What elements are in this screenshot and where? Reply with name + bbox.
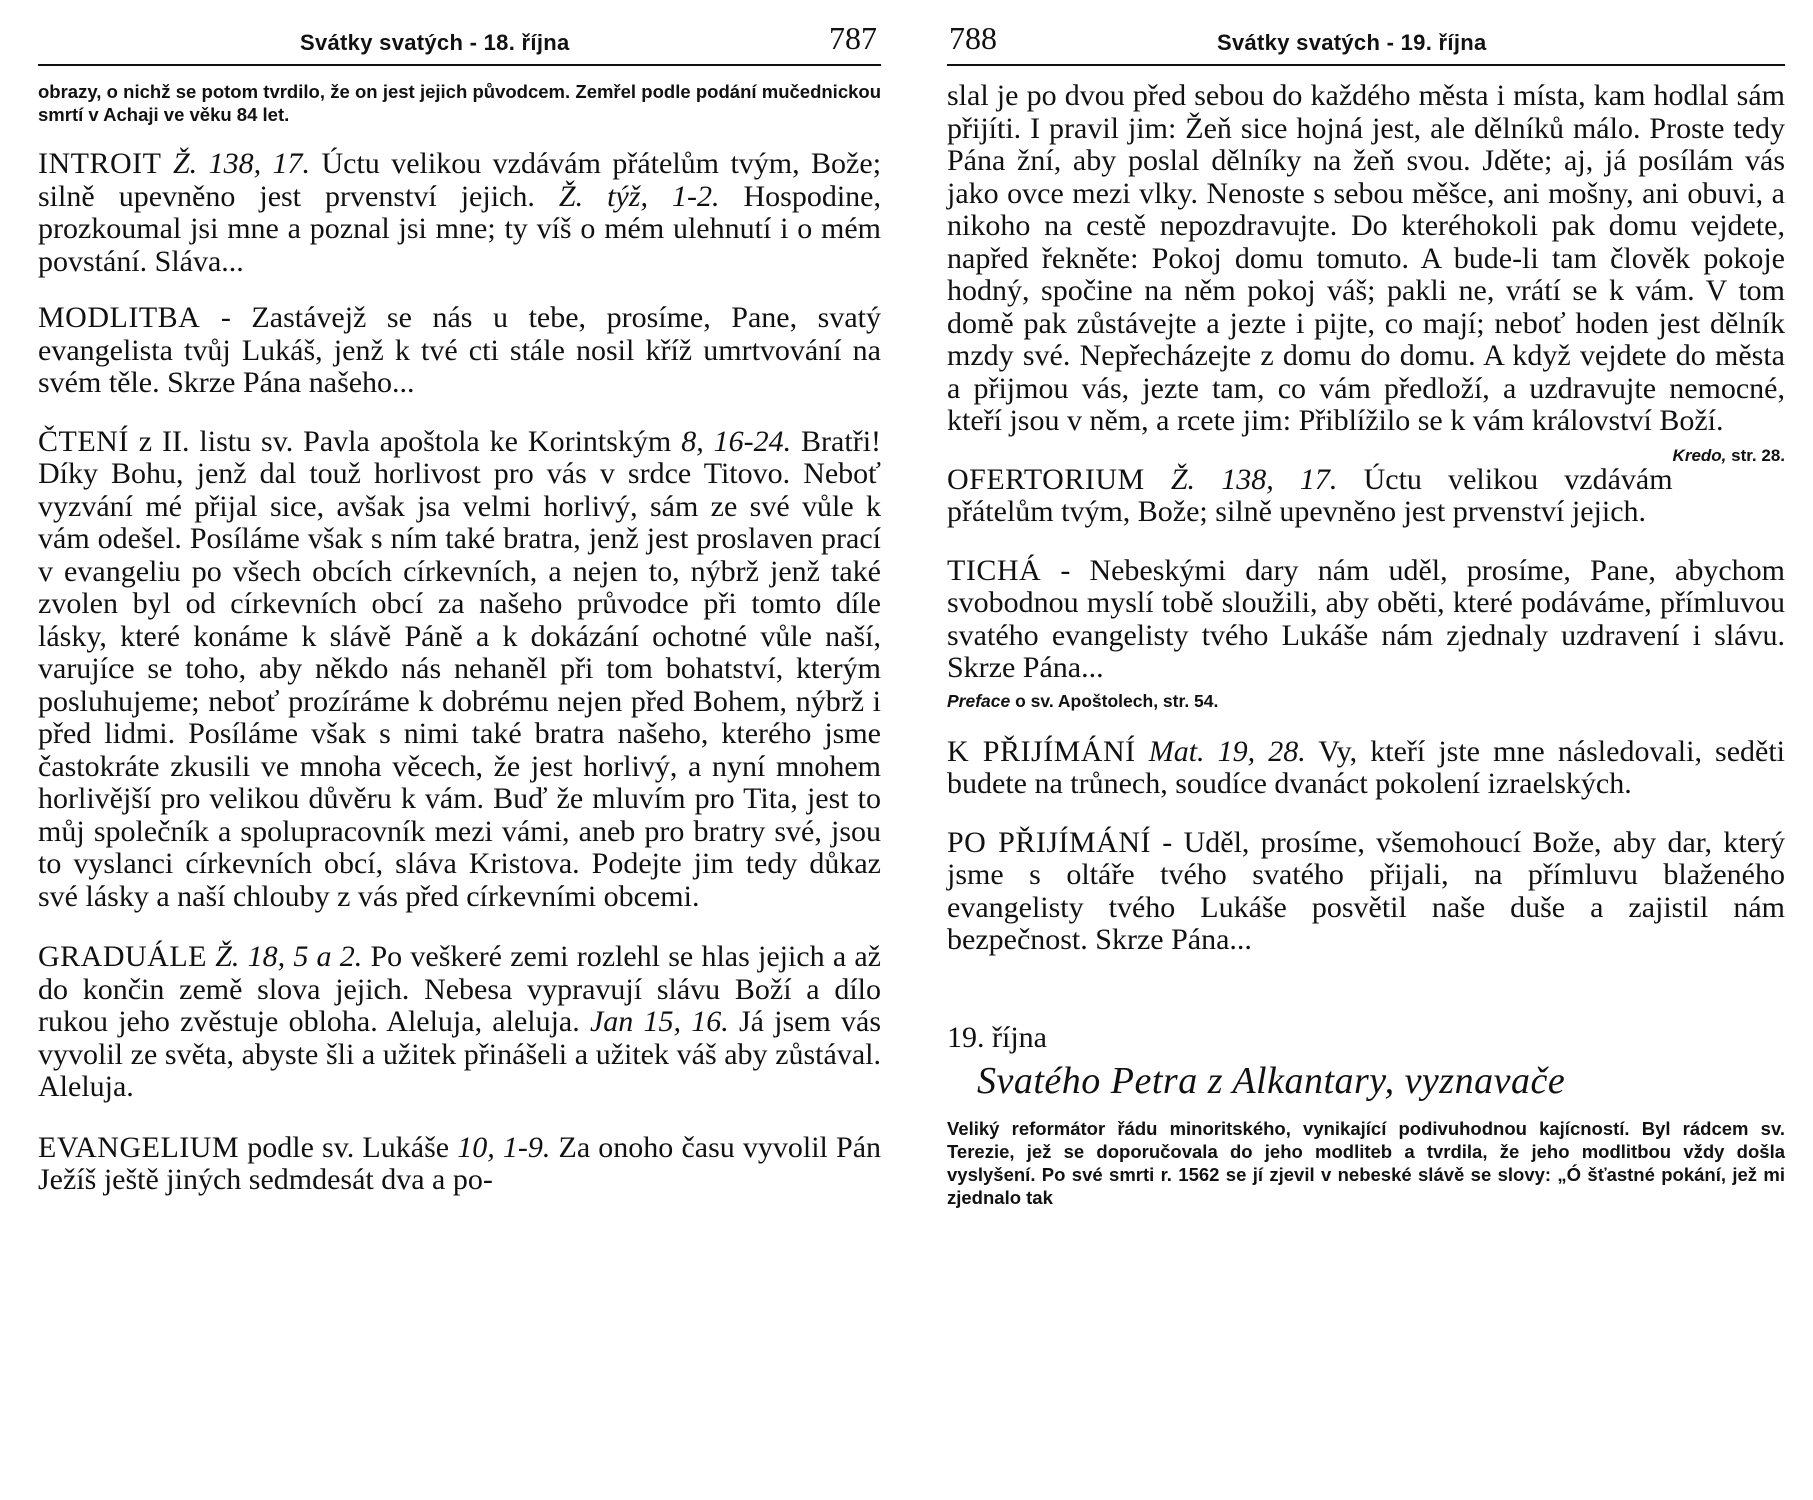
ticha-label: TICHÁ [947,553,1042,587]
cteni-text: Bratři! Díky Bohu, jenž dal touž horlivost pro vás v srdce Titovo. Neboť vyzvání mé přijal sice, avšak jsa velmi horlivý, sám ze své vůle k vám odešel. Posíláme však s ním také bratra, jenž jest proslaven prací v evangeliu po všech obcích církevních, a nejen to, nýbrž jenž také zvolen byl od církevních obcí za našeho průvodce při tomto díle lásky, které konáme k slávě Páně a k dokázání ochotné vůle naší, varujíce se toho, aby někdo nás nehaněl při tom bohatství, kterým posluhujeme; neboť prozíráme k dobrému nejen před Bohem, nýbrž i před lidmi. Posíláme však s nimi také bratra našeho, kterého jsme častokráte zkusili ve mnoha věcech, že jest horlivý, a nyní mnohem horlivější pro velikou důvěru k vám. Buď že mluvím pro Tita, jest to můj společník a spolupracovník mezi vámi, aneb pro bratry své, jsou to vyslanci církevních obcí, sláva Kristova. Podejte jim tedy důkaz své lásky a naší chlouby z vás před církevními obcemi. [38,424,882,913]
graduale-ref: Ž. 18, 5 a 2. [215,940,363,973]
feast-title: Svatého Petra z Alkantary, vyznavače [977,1059,1566,1102]
cteni-intro: z II. listu sv. Pavla apoštola ke Korintským [138,424,672,458]
ofertorium-section [947,464,1785,529]
page-number: 787 [829,20,877,56]
graduale-text-2: Já jsem vás vyvolil ze světa, abyste šli a užitek přinášeli a užitek váš aby zůstával. Aleluja. [38,1005,882,1103]
feast-date: 19. října [947,1020,1047,1054]
preface-note [947,691,1785,712]
po-prijimani-text: - Uděl, prosíme, všemohoucí Bože, aby dar, který jsme s oltáře tvého svatého přijali, na přímluvu blaženého evangelisty tvého Lukáše posvětil naše duše a zajistil nám bezpečnost. Skrze Pána... [947,825,1785,956]
evangelium-label: EVANGELIUM [38,1130,240,1164]
k-prijimani-ref: Mat. 19, 28. [1148,734,1306,768]
k-prijimani-section [947,736,1785,801]
introit-text: Úctu velikou vzdávám přátelům tvým, Bože; silně upevněno jest prvenství jejich. [38,147,882,213]
evangelium-continuation [947,79,1785,465]
credo-page: str. 28. [1731,445,1785,465]
intro-note: obrazy, o nichž se potom tvrdilo, že on jest jejich původcem. Zemřel podle podání mučednickou smrtí v Achaji ve věku 84 let. [38,81,881,125]
right-page [947,0,1785,1500]
modlitba-label: MODLITBA [38,301,201,334]
introit-label: INTROIT [38,147,162,180]
running-head: Svátky svatých - 18. října [300,30,570,55]
po-prijimani-section [947,827,1785,957]
introit-ref-2: Ž. týž, 1-2. [558,179,720,213]
ofertorium-text: Úctu velikou vzdávám přátelům tvým, Bože; silně upevněno jest prvenství jejich. [947,462,1673,528]
evangelium-intro: podle sv. Lukáše [247,1130,450,1164]
ofertorium-label: OFERTORIUM [947,462,1145,496]
ofertorium-ref: Ž. 138, 17. [1170,462,1338,496]
po-prijimani-label: PO PŘIJÍMÁNÍ [947,825,1151,859]
evangelium-section [38,1132,881,1197]
evangelium-text: Za onoho času vyvolil Pán Ježíš ještě jiných sedmdesát dva a po- [38,1130,882,1196]
feast-note: Veliký reformátor řádu minoritského, vynikající podivuhodnou kajícností. Byl rádcem sv. Terezie, jež se doporučovala do jeho modliteb a tvrdila, že jeho modlitbou vždy došla vyslyšení. Po své smrti r. 1562 se jí zjevil v nebeské slávě se slovy: „Ó šťastné pokání, jež mi zjednalo tak [947,1117,1785,1208]
preface-text: o sv. Apoštolech, str. 54. [1015,690,1219,711]
preface-label: Preface [947,690,1011,711]
page-header [947,0,1785,66]
left-page [38,0,881,1500]
graduale-ref-2: Jan 15, 16. [589,1005,729,1038]
k-prijimani-label: K PŘIJÍMÁNÍ [947,734,1136,768]
page-number: 788 [949,20,997,56]
credo-label: Kredo, [1672,445,1727,465]
ticha-section [947,555,1785,685]
graduale-text: Po veškeré zemi rozlehl se hlas jejich a až do končin země slova jejich. Nebesa vypravují slávu Boží a dílo rukou jeho zvěstuje obloha. Aleluja, aleluja. [38,940,881,1038]
evangelium-ref: 10, 1-9. [457,1130,551,1164]
credo-note [1673,446,1785,466]
cteni-section [38,426,881,914]
graduale-section [38,941,881,1104]
modlitba-section [38,302,881,400]
introit-ref: Ž. 138, 17. [172,147,311,180]
introit-text-2: Hospodine, prozkoumal jsi mne a poznal jsi mne; ty víš o mém ulehnutí i o mém povstání. Sláva... [38,179,881,278]
graduale-label: GRADUÁLE [38,940,207,973]
ticha-text: - Nebeskými dary nám uděl, prosíme, Pane, abychom svobodnou myslí tobě sloužili, aby oběti, které podáváme, přímluvou svatého evangelisty tvého Lukáše nám zjednaly uzdravení i slávu. Skrze Pána... [947,553,1786,684]
cteni-label: ČTENÍ [38,424,129,458]
evangelium-cont-text: slal je po dvou před sebou do každého města i místa, kam hodlal sám přijíti. I pravil jim: Žeň sice hojná jest, ale dělníků málo. Proste tedy Pána žní, aby poslal dělníky na žeň svou. Jděte; aj, já posílám vás jako ovce mezi vlky. Nenoste s sebou měšce, ani mošny, ani obuvi, a nikoho na cestě nepozdravujte. Do kteréhokoli pak domu vejdete, napřed řekněte: Pokoj domu tomuto. A bude-li tam člověk pokoje hodný, spočine na něm pokoj váš; pakli ne, vrátí se k vám. V tom domě pak zůstávejte a jezte i pijte, co mají; neboť hoden jest dělník mzdy své. Nepřecházejte z domu do domu. A když vejdete do města a přijmou vás, jezte tam, co vám předloží, a uzdravujte nemocné, kteří jsou v něm, a rcete jim: Přiblížilo se k vám království Boží. [947,79,1785,437]
running-head: Svátky svatých - 19. října [1217,30,1487,55]
introit-section [38,148,881,278]
modlitba-text: - Zastávejž se nás u tebe, prosíme, Pane, svatý evangelista tvůj Lukáš, jenž k tvé cti stále nosil kříž umrtvování na svém těle. Skrze Pána našeho... [38,301,881,399]
k-prijimani-text: Vy, kteří jste mne následovali, seděti budete na trůnech, soudíce dvanáct pokolení izraelských. [947,734,1786,800]
page-header [38,0,881,66]
cteni-ref: 8, 16-24. [681,424,792,458]
